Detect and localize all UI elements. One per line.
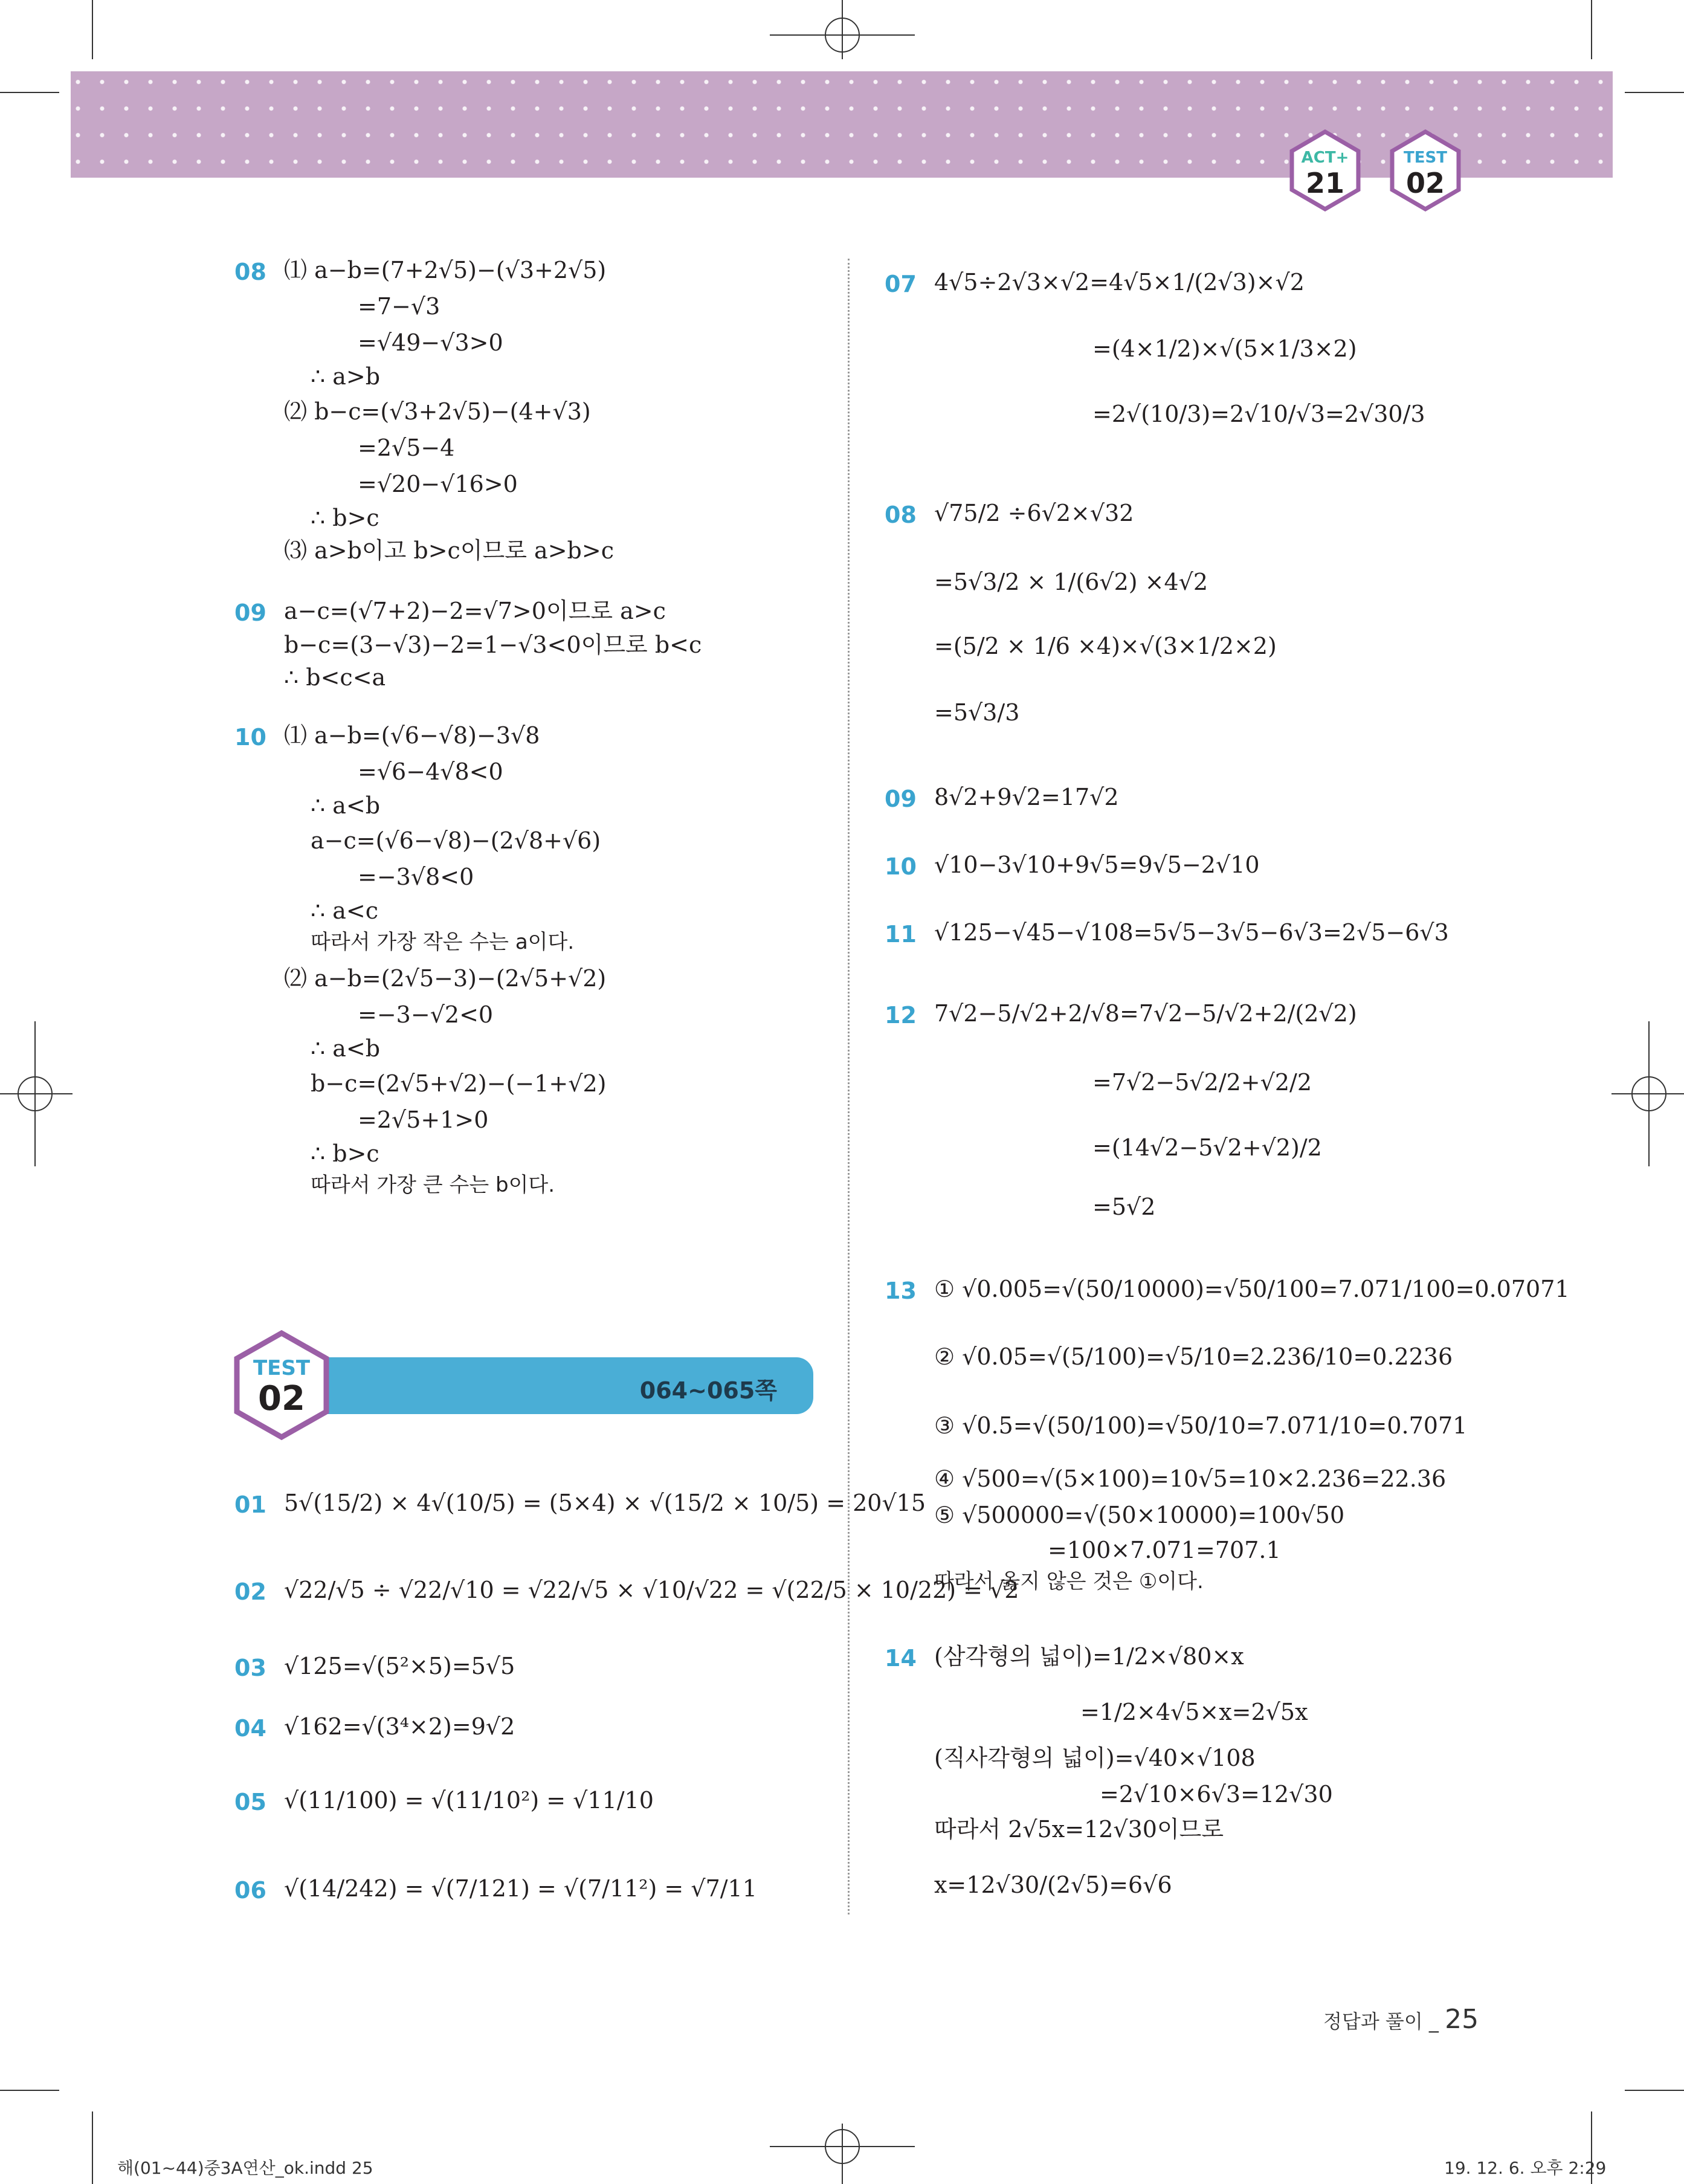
problem-number: 09 — [885, 786, 917, 812]
solution-line: ① √0.005=√(50/10000)=√50/100=7.071/100=0.07071 — [934, 1276, 1570, 1302]
page-label — [1323, 2004, 1479, 2035]
solution-line: ⑵ b−c=(√3+2√5)−(4+√3) — [284, 398, 591, 425]
test-section-badge — [233, 1329, 330, 1441]
problem-number: 01 — [234, 1491, 266, 1518]
page-number: 25 — [1445, 2004, 1479, 2035]
solution-line: 따라서 가장 큰 수는 b이다. — [311, 1173, 555, 1197]
solution-line: (직사각형의 넓이)=√40×√108 — [934, 1745, 1256, 1771]
file-info: 해(01~44)중3A연산_ok.indd 25 — [117, 2158, 373, 2178]
column-divider — [848, 259, 850, 1914]
act-badge — [1289, 129, 1361, 212]
registration-mark-icon — [770, 2111, 915, 2184]
solution-line: ∴ b<c<a — [284, 664, 386, 691]
solution-line: =1/2×4√5×x=2√5x — [1080, 1699, 1308, 1725]
solution-line: ③ √0.5=√(50/100)=√50/10=7.071/10=0.7071 — [934, 1412, 1468, 1439]
problem-number: 10 — [234, 724, 266, 751]
solution-line: =√49−√3>0 — [358, 329, 503, 356]
test-badge — [1390, 129, 1461, 212]
solution-line: b−c=(2√5+√2)−(−1+√2) — [311, 1070, 607, 1097]
registration-mark-icon — [0, 1021, 73, 1166]
solution-line: ⑴ a−b=(√6−√8)−3√8 — [284, 722, 540, 749]
solution-line: √(14/242) = √(7/121) = √(7/11²) = √7/11 — [284, 1875, 757, 1902]
solution-line: =100×7.071=707.1 — [1048, 1537, 1281, 1563]
solution-line: 7√2−5/√2+2/√8=7√2−5/√2+2/(2√2) — [934, 1000, 1357, 1027]
registration-mark-icon — [770, 0, 915, 73]
solution-line: √10−3√10+9√5=9√5−2√10 — [934, 851, 1260, 878]
page-label-text: 정답과 풀이 _ — [1323, 2010, 1439, 2033]
solution-line: 5√(15/2) × 4√(10/5) = (5×4) × √(15/2 × 10/5) = 20√15 — [284, 1490, 926, 1516]
problem-number: 08 — [234, 259, 266, 285]
solution-line: ∴ a<b — [311, 1035, 381, 1062]
solution-line: =−3−√2<0 — [358, 1001, 494, 1028]
solution-line: √125−√45−√108=5√5−3√5−6√3=2√5−6√3 — [934, 919, 1449, 946]
solution-line: ∴ a>b — [311, 363, 381, 390]
problem-number: 03 — [234, 1655, 266, 1681]
test-section-bar — [284, 1357, 813, 1414]
solution-line: ∴ b>c — [311, 505, 379, 531]
solution-line: b−c=(3−√3)−2=1−√3<0이므로 b<c — [284, 632, 702, 658]
test-section-number: 02 — [258, 1379, 305, 1418]
solution-line: ② √0.05=√(5/100)=√5/10=2.236/10=0.2236 — [934, 1343, 1453, 1370]
solution-line: a−c=(√6−√8)−(2√8+√6) — [311, 827, 601, 854]
problem-number: 06 — [234, 1877, 266, 1904]
act-badge-label: ACT+ — [1301, 149, 1349, 167]
solution-line: =√20−√16>0 — [358, 471, 518, 497]
solution-line: a−c=(√7+2)−2=√7>0이므로 a>c — [284, 598, 666, 624]
solution-line: ④ √500=√(5×100)=10√5=10×2.236=22.36 — [934, 1465, 1447, 1492]
solution-line: =−3√8<0 — [358, 864, 474, 890]
solution-line: =7−√3 — [358, 293, 440, 320]
test-page-range: 064~065쪽 — [639, 1377, 777, 1404]
act-badge-number: 21 — [1305, 167, 1344, 199]
solution-line: √162=√(3⁴×2)=9√2 — [284, 1713, 515, 1740]
solution-line: x=12√30/(2√5)=6√6 — [934, 1872, 1172, 1898]
test-badge-number: 02 — [1405, 167, 1445, 199]
solution-line: =(14√2−5√2+√2)/2 — [1092, 1134, 1322, 1161]
solution-line: =√6−4√8<0 — [358, 758, 503, 785]
solution-line: ⑵ a−b=(2√5−3)−(2√5+√2) — [284, 965, 607, 992]
solution-line: ∴ a<b — [311, 792, 381, 819]
test-section-label: TEST — [253, 1356, 311, 1380]
solution-line: 4√5÷2√3×√2=4√5×1/(2√3)×√2 — [934, 269, 1305, 296]
registration-mark-icon — [1611, 1021, 1684, 1166]
solution-line: =2√10×6√3=12√30 — [1100, 1781, 1333, 1808]
problem-number: 02 — [234, 1578, 266, 1605]
solution-line: =(5/2 × 1/6 ×4)×√(3×1/2×2) — [934, 633, 1277, 659]
solution-line: ⑶ a>b이고 b>c이므로 a>b>c — [284, 537, 614, 564]
solution-line: ∴ a<c — [311, 897, 379, 924]
solution-line: 따라서 가장 작은 수는 a이다. — [311, 930, 575, 954]
solution-line: ⑴ a−b=(7+2√5)−(√3+2√5) — [284, 257, 607, 283]
solution-line: =5√3/3 — [934, 699, 1020, 726]
solution-line: √75/2 ÷6√2×√32 — [934, 500, 1134, 526]
solution-line: =2√5+1>0 — [358, 1107, 489, 1133]
problem-number: 07 — [885, 271, 917, 297]
problem-number: 12 — [885, 1002, 917, 1029]
solution-line: =5√2 — [1092, 1194, 1156, 1220]
solution-line: 따라서 옳지 않은 것은 ①이다. — [934, 1569, 1204, 1594]
solution-line: =5√3/2 × 1/(6√2) ×4√2 — [934, 569, 1208, 595]
solution-line: =2√5−4 — [358, 435, 455, 461]
solution-line: 따라서 2√5x=12√30이므로 — [934, 1816, 1224, 1843]
test-badge-label: TEST — [1404, 149, 1447, 167]
solution-line: =(4×1/2)×√(5×1/3×2) — [1092, 335, 1357, 362]
solution-line: (삼각형의 넓이)=1/2×√80×x — [934, 1643, 1244, 1670]
problem-number: 14 — [885, 1645, 917, 1672]
problem-number: 04 — [234, 1715, 266, 1742]
problem-number: 08 — [885, 502, 917, 528]
solution-line: =2√(10/3)=2√10/√3=2√30/3 — [1092, 401, 1425, 427]
problem-number: 05 — [234, 1789, 266, 1815]
problem-number: 09 — [234, 599, 266, 626]
print-date: 19. 12. 6. 오후 2:29 — [1444, 2158, 1607, 2178]
solution-line: √125=√(5²×5)=5√5 — [284, 1653, 515, 1679]
problem-number: 13 — [885, 1278, 917, 1304]
solution-line: 8√2+9√2=17√2 — [934, 784, 1119, 810]
solution-line: ∴ b>c — [311, 1140, 379, 1167]
problem-number: 10 — [885, 853, 917, 880]
header-band — [71, 71, 1613, 178]
problem-number: 11 — [885, 921, 917, 948]
solution-line: ⑤ √500000=√(50×10000)=100√50 — [934, 1502, 1345, 1528]
solution-line: =7√2−5√2/2+√2/2 — [1092, 1069, 1312, 1096]
solution-line: √(11/100) = √(11/10²) = √11/10 — [284, 1787, 654, 1814]
solution-line: √22/√5 ÷ √22/√10 = √22/√5 × √10/√22 = √(22/5 × 10/22) = √2 — [284, 1577, 1019, 1603]
